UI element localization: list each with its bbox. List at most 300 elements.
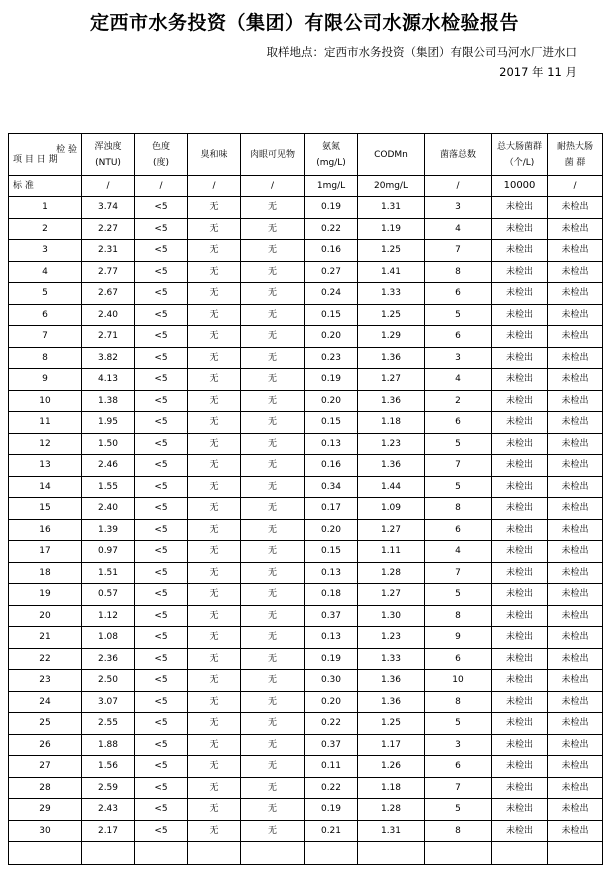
value-cell: 0.27 bbox=[305, 261, 358, 283]
value-cell: 未检出 bbox=[492, 648, 548, 670]
value-cell: <5 bbox=[135, 240, 188, 262]
value-cell: 未检出 bbox=[548, 476, 603, 498]
value-cell: 无 bbox=[188, 433, 241, 455]
value-cell: 1.23 bbox=[358, 433, 425, 455]
value-cell: 8 bbox=[425, 261, 492, 283]
table-row bbox=[9, 261, 603, 283]
value-cell: <5 bbox=[135, 820, 188, 842]
value-cell: 1.25 bbox=[358, 304, 425, 326]
day-cell: 19 bbox=[9, 584, 82, 606]
value-cell: 未检出 bbox=[492, 691, 548, 713]
value-cell: 未检出 bbox=[492, 713, 548, 735]
column-header-name: 肉眼可见物 bbox=[249, 149, 295, 160]
value-cell: 无 bbox=[241, 627, 305, 649]
value-cell: 无 bbox=[188, 369, 241, 391]
value-cell: 未检出 bbox=[548, 369, 603, 391]
table-row bbox=[9, 562, 603, 584]
value-cell: 无 bbox=[241, 756, 305, 778]
value-cell: 1.36 bbox=[358, 390, 425, 412]
standard-cell: / bbox=[241, 176, 305, 197]
value-cell: 未检出 bbox=[492, 390, 548, 412]
value-cell: 未检出 bbox=[492, 627, 548, 649]
column-header-name: 总大肠菌群 bbox=[496, 141, 542, 152]
column-header-unit: (mg/L) bbox=[316, 157, 346, 168]
value-cell: 无 bbox=[188, 455, 241, 477]
column-header bbox=[305, 134, 358, 176]
value-cell: 未检出 bbox=[548, 756, 603, 778]
empty-cell bbox=[82, 842, 135, 865]
value-cell: 无 bbox=[188, 670, 241, 692]
table-row bbox=[9, 347, 603, 369]
empty-cell bbox=[425, 842, 492, 865]
standard-cell: / bbox=[188, 176, 241, 197]
value-cell: 4 bbox=[425, 541, 492, 563]
table-row bbox=[9, 218, 603, 240]
value-cell: 无 bbox=[188, 390, 241, 412]
value-cell: 无 bbox=[241, 412, 305, 434]
standards-row bbox=[9, 176, 603, 197]
value-cell: <5 bbox=[135, 261, 188, 283]
value-cell: <5 bbox=[135, 584, 188, 606]
value-cell: 未检出 bbox=[548, 240, 603, 262]
value-cell: 无 bbox=[241, 734, 305, 756]
value-cell: 1.17 bbox=[358, 734, 425, 756]
table-row bbox=[9, 648, 603, 670]
value-cell: 无 bbox=[188, 261, 241, 283]
value-cell: 8 bbox=[425, 498, 492, 520]
value-cell: 无 bbox=[188, 691, 241, 713]
day-cell: 24 bbox=[9, 691, 82, 713]
value-cell: 8 bbox=[425, 691, 492, 713]
water-quality-table bbox=[8, 133, 603, 865]
value-cell: 无 bbox=[241, 326, 305, 348]
value-cell: <5 bbox=[135, 777, 188, 799]
value-cell: 无 bbox=[241, 562, 305, 584]
table-row bbox=[9, 670, 603, 692]
value-cell: 1.31 bbox=[358, 197, 425, 219]
value-cell: 3.82 bbox=[82, 347, 135, 369]
value-cell: 0.20 bbox=[305, 691, 358, 713]
value-cell: 未检出 bbox=[548, 648, 603, 670]
value-cell: <5 bbox=[135, 562, 188, 584]
value-cell: 0.15 bbox=[305, 541, 358, 563]
value-cell: 无 bbox=[241, 820, 305, 842]
value-cell: 无 bbox=[241, 240, 305, 262]
table-row bbox=[9, 627, 603, 649]
value-cell: 5 bbox=[425, 304, 492, 326]
day-cell: 11 bbox=[9, 412, 82, 434]
column-header-name: CODMn bbox=[374, 149, 408, 160]
table-row bbox=[9, 541, 603, 563]
table-row bbox=[9, 519, 603, 541]
value-cell: 1.36 bbox=[358, 347, 425, 369]
value-cell: 1.38 bbox=[82, 390, 135, 412]
value-cell: 1.18 bbox=[358, 777, 425, 799]
value-cell: 0.13 bbox=[305, 433, 358, 455]
table-row bbox=[9, 455, 603, 477]
value-cell: 无 bbox=[241, 519, 305, 541]
value-cell: 无 bbox=[188, 820, 241, 842]
value-cell: 未检出 bbox=[492, 240, 548, 262]
value-cell: 未检出 bbox=[492, 605, 548, 627]
value-cell: 6 bbox=[425, 412, 492, 434]
value-cell: <5 bbox=[135, 390, 188, 412]
value-cell: 1.11 bbox=[358, 541, 425, 563]
value-cell: 未检出 bbox=[492, 369, 548, 391]
value-cell: 0.21 bbox=[305, 820, 358, 842]
table-row bbox=[9, 412, 603, 434]
value-cell: 无 bbox=[188, 498, 241, 520]
table-row bbox=[9, 304, 603, 326]
day-cell: 29 bbox=[9, 799, 82, 821]
day-cell: 12 bbox=[9, 433, 82, 455]
value-cell: 2.31 bbox=[82, 240, 135, 262]
value-cell: 无 bbox=[188, 283, 241, 305]
value-cell: 6 bbox=[425, 519, 492, 541]
value-cell: 0.57 bbox=[82, 584, 135, 606]
value-cell: 2.59 bbox=[82, 777, 135, 799]
value-cell: 未检出 bbox=[548, 197, 603, 219]
value-cell: 0.22 bbox=[305, 777, 358, 799]
value-cell: 1.23 bbox=[358, 627, 425, 649]
value-cell: <5 bbox=[135, 541, 188, 563]
value-cell: 1.27 bbox=[358, 584, 425, 606]
value-cell: 1.33 bbox=[358, 648, 425, 670]
standard-cell: / bbox=[135, 176, 188, 197]
value-cell: 1.44 bbox=[358, 476, 425, 498]
table-row bbox=[9, 390, 603, 412]
column-header-name: 色度 bbox=[151, 141, 170, 152]
day-cell: 2 bbox=[9, 218, 82, 240]
table-row bbox=[9, 369, 603, 391]
value-cell: 无 bbox=[241, 304, 305, 326]
value-cell: 无 bbox=[188, 240, 241, 262]
column-header-name: 耐热大肠 bbox=[556, 141, 593, 152]
value-cell: 1.33 bbox=[358, 283, 425, 305]
value-cell: 未检出 bbox=[548, 347, 603, 369]
column-header bbox=[82, 134, 135, 176]
column-header-name: 菌落总数 bbox=[439, 149, 476, 160]
table-row bbox=[9, 691, 603, 713]
column-header bbox=[135, 134, 188, 176]
value-cell: 未检出 bbox=[492, 562, 548, 584]
value-cell: <5 bbox=[135, 304, 188, 326]
value-cell: 无 bbox=[188, 734, 241, 756]
empty-cell bbox=[188, 842, 241, 865]
value-cell: 1.12 bbox=[82, 605, 135, 627]
value-cell: 6 bbox=[425, 283, 492, 305]
corner-header bbox=[9, 134, 82, 176]
value-cell: 未检出 bbox=[548, 390, 603, 412]
value-cell: 未检出 bbox=[548, 777, 603, 799]
value-cell: 无 bbox=[188, 713, 241, 735]
day-cell: 17 bbox=[9, 541, 82, 563]
value-cell: 无 bbox=[188, 326, 241, 348]
value-cell: 2.27 bbox=[82, 218, 135, 240]
column-header bbox=[548, 134, 603, 176]
value-cell: 0.23 bbox=[305, 347, 358, 369]
value-cell: 无 bbox=[188, 197, 241, 219]
day-cell: 1 bbox=[9, 197, 82, 219]
value-cell: 未检出 bbox=[492, 433, 548, 455]
value-cell: <5 bbox=[135, 799, 188, 821]
value-cell: 未检出 bbox=[492, 670, 548, 692]
value-cell: 1.31 bbox=[358, 820, 425, 842]
value-cell: 无 bbox=[188, 412, 241, 434]
value-cell: 未检出 bbox=[492, 756, 548, 778]
value-cell: 2.17 bbox=[82, 820, 135, 842]
value-cell: <5 bbox=[135, 627, 188, 649]
value-cell: <5 bbox=[135, 412, 188, 434]
column-header bbox=[425, 134, 492, 176]
value-cell: <5 bbox=[135, 498, 188, 520]
value-cell: 4 bbox=[425, 369, 492, 391]
empty-cell bbox=[358, 842, 425, 865]
value-cell: 未检出 bbox=[492, 326, 548, 348]
standard-cell: / bbox=[425, 176, 492, 197]
value-cell: 无 bbox=[241, 670, 305, 692]
value-cell: 0.30 bbox=[305, 670, 358, 692]
day-cell: 7 bbox=[9, 326, 82, 348]
value-cell: 无 bbox=[241, 218, 305, 240]
table-row bbox=[9, 326, 603, 348]
value-cell: 未检出 bbox=[548, 218, 603, 240]
value-cell: 0.13 bbox=[305, 562, 358, 584]
value-cell: 5 bbox=[425, 476, 492, 498]
day-cell: 30 bbox=[9, 820, 82, 842]
value-cell: <5 bbox=[135, 713, 188, 735]
value-cell: 未检出 bbox=[548, 584, 603, 606]
column-header-unit: （个/L) bbox=[504, 157, 535, 168]
value-cell: 0.16 bbox=[305, 455, 358, 477]
value-cell: <5 bbox=[135, 347, 188, 369]
value-cell: 3 bbox=[425, 347, 492, 369]
day-cell: 10 bbox=[9, 390, 82, 412]
value-cell: 7 bbox=[425, 240, 492, 262]
value-cell: 1.18 bbox=[358, 412, 425, 434]
table-row bbox=[9, 777, 603, 799]
value-cell: 1.08 bbox=[82, 627, 135, 649]
value-cell: 未检出 bbox=[492, 304, 548, 326]
value-cell: 无 bbox=[188, 756, 241, 778]
value-cell: 未检出 bbox=[548, 304, 603, 326]
value-cell: 2.43 bbox=[82, 799, 135, 821]
value-cell: 2.71 bbox=[82, 326, 135, 348]
value-cell: 2 bbox=[425, 390, 492, 412]
value-cell: 1.29 bbox=[358, 326, 425, 348]
value-cell: 3 bbox=[425, 734, 492, 756]
report-date: 2017 年 11 月 bbox=[499, 65, 577, 79]
value-cell: 0.22 bbox=[305, 713, 358, 735]
value-cell: 未检出 bbox=[492, 476, 548, 498]
value-cell: 无 bbox=[241, 648, 305, 670]
table-row bbox=[9, 476, 603, 498]
value-cell: 1.28 bbox=[358, 562, 425, 584]
value-cell: 0.97 bbox=[82, 541, 135, 563]
value-cell: 4 bbox=[425, 218, 492, 240]
value-cell: 2.50 bbox=[82, 670, 135, 692]
value-cell: 未检出 bbox=[548, 605, 603, 627]
value-cell: 2.46 bbox=[82, 455, 135, 477]
value-cell: <5 bbox=[135, 369, 188, 391]
value-cell: 0.19 bbox=[305, 648, 358, 670]
table-row bbox=[9, 820, 603, 842]
value-cell: 未检出 bbox=[492, 820, 548, 842]
header-row bbox=[9, 134, 603, 176]
value-cell: 未检出 bbox=[492, 218, 548, 240]
value-cell: 无 bbox=[241, 369, 305, 391]
value-cell: <5 bbox=[135, 756, 188, 778]
value-cell: 1.56 bbox=[82, 756, 135, 778]
value-cell: 5 bbox=[425, 799, 492, 821]
value-cell: 1.28 bbox=[358, 799, 425, 821]
value-cell: 无 bbox=[188, 799, 241, 821]
table-row bbox=[9, 283, 603, 305]
day-cell: 9 bbox=[9, 369, 82, 391]
day-cell: 13 bbox=[9, 455, 82, 477]
value-cell: <5 bbox=[135, 605, 188, 627]
table-row bbox=[9, 756, 603, 778]
day-cell: 15 bbox=[9, 498, 82, 520]
value-cell: 未检出 bbox=[492, 541, 548, 563]
value-cell: 无 bbox=[241, 197, 305, 219]
value-cell: 0.17 bbox=[305, 498, 358, 520]
day-cell: 28 bbox=[9, 777, 82, 799]
standard-cell: / bbox=[82, 176, 135, 197]
value-cell: 未检出 bbox=[548, 519, 603, 541]
value-cell: 未检出 bbox=[548, 627, 603, 649]
value-cell: 未检出 bbox=[548, 541, 603, 563]
column-header-unit: 菌 群 bbox=[564, 157, 586, 168]
day-cell: 18 bbox=[9, 562, 82, 584]
value-cell: 无 bbox=[241, 541, 305, 563]
value-cell: 2.67 bbox=[82, 283, 135, 305]
value-cell: 无 bbox=[241, 498, 305, 520]
value-cell: <5 bbox=[135, 197, 188, 219]
value-cell: 未检出 bbox=[492, 584, 548, 606]
table-row bbox=[9, 584, 603, 606]
value-cell: 7 bbox=[425, 777, 492, 799]
value-cell: 3 bbox=[425, 197, 492, 219]
value-cell: 无 bbox=[241, 455, 305, 477]
report-title: 定西市水务投资（集团）有限公司水源水检验报告 bbox=[89, 12, 519, 34]
value-cell: 5 bbox=[425, 713, 492, 735]
value-cell: 无 bbox=[241, 261, 305, 283]
sampling-location: 取样地点：定西市水务投资（集团）有限公司马河水厂进水口 bbox=[266, 45, 577, 59]
value-cell: 0.19 bbox=[305, 197, 358, 219]
value-cell: 3.07 bbox=[82, 691, 135, 713]
value-cell: 无 bbox=[188, 347, 241, 369]
value-cell: 2.55 bbox=[82, 713, 135, 735]
empty-cell bbox=[305, 842, 358, 865]
value-cell: <5 bbox=[135, 691, 188, 713]
value-cell: 未检出 bbox=[548, 412, 603, 434]
value-cell: 1.19 bbox=[358, 218, 425, 240]
table-row bbox=[9, 734, 603, 756]
value-cell: 0.37 bbox=[305, 605, 358, 627]
day-cell: 22 bbox=[9, 648, 82, 670]
value-cell: 无 bbox=[188, 476, 241, 498]
standard-label: 标 准 bbox=[9, 176, 82, 197]
table-row bbox=[9, 240, 603, 262]
value-cell: 0.16 bbox=[305, 240, 358, 262]
value-cell: 1.25 bbox=[358, 240, 425, 262]
value-cell: 1.30 bbox=[358, 605, 425, 627]
table-row bbox=[9, 498, 603, 520]
value-cell: 未检出 bbox=[548, 326, 603, 348]
value-cell: 3.74 bbox=[82, 197, 135, 219]
value-cell: 未检出 bbox=[492, 455, 548, 477]
value-cell: 1.41 bbox=[358, 261, 425, 283]
column-header-unit: (度) bbox=[152, 157, 170, 168]
value-cell: 未检出 bbox=[492, 347, 548, 369]
value-cell: 无 bbox=[188, 519, 241, 541]
value-cell: 无 bbox=[241, 390, 305, 412]
value-cell: <5 bbox=[135, 218, 188, 240]
empty-cell bbox=[241, 842, 305, 865]
value-cell: 无 bbox=[241, 713, 305, 735]
value-cell: <5 bbox=[135, 476, 188, 498]
value-cell: 未检出 bbox=[492, 777, 548, 799]
column-header-name: 氨氮 bbox=[321, 141, 340, 152]
value-cell: <5 bbox=[135, 455, 188, 477]
value-cell: 1.25 bbox=[358, 713, 425, 735]
day-cell: 20 bbox=[9, 605, 82, 627]
value-cell: 未检出 bbox=[548, 455, 603, 477]
day-cell: 25 bbox=[9, 713, 82, 735]
value-cell: 无 bbox=[188, 584, 241, 606]
value-cell: 0.19 bbox=[305, 799, 358, 821]
day-cell: 16 bbox=[9, 519, 82, 541]
value-cell: <5 bbox=[135, 519, 188, 541]
value-cell: 未检出 bbox=[492, 261, 548, 283]
value-cell: 未检出 bbox=[548, 433, 603, 455]
value-cell: <5 bbox=[135, 734, 188, 756]
empty-row bbox=[9, 842, 603, 865]
value-cell: 0.34 bbox=[305, 476, 358, 498]
day-cell: 21 bbox=[9, 627, 82, 649]
value-cell: 无 bbox=[241, 347, 305, 369]
value-cell: 无 bbox=[241, 283, 305, 305]
day-cell: 8 bbox=[9, 347, 82, 369]
value-cell: 未检出 bbox=[548, 691, 603, 713]
column-header bbox=[188, 134, 241, 176]
value-cell: 无 bbox=[188, 605, 241, 627]
value-cell: 0.20 bbox=[305, 326, 358, 348]
value-cell: 1.95 bbox=[82, 412, 135, 434]
value-cell: 无 bbox=[241, 605, 305, 627]
value-cell: 1.39 bbox=[82, 519, 135, 541]
value-cell: 0.20 bbox=[305, 390, 358, 412]
value-cell: <5 bbox=[135, 283, 188, 305]
table-row bbox=[9, 713, 603, 735]
value-cell: 7 bbox=[425, 562, 492, 584]
value-cell: 未检出 bbox=[548, 670, 603, 692]
table-row bbox=[9, 605, 603, 627]
empty-cell bbox=[9, 842, 82, 865]
value-cell: 1.36 bbox=[358, 691, 425, 713]
value-cell: 10 bbox=[425, 670, 492, 692]
value-cell: 无 bbox=[188, 627, 241, 649]
value-cell: <5 bbox=[135, 670, 188, 692]
value-cell: 无 bbox=[188, 304, 241, 326]
value-cell: 未检出 bbox=[492, 734, 548, 756]
value-cell: 0.15 bbox=[305, 412, 358, 434]
value-cell: 0.11 bbox=[305, 756, 358, 778]
column-header-name: 臭和味 bbox=[200, 149, 228, 160]
value-cell: <5 bbox=[135, 326, 188, 348]
value-cell: 5 bbox=[425, 584, 492, 606]
